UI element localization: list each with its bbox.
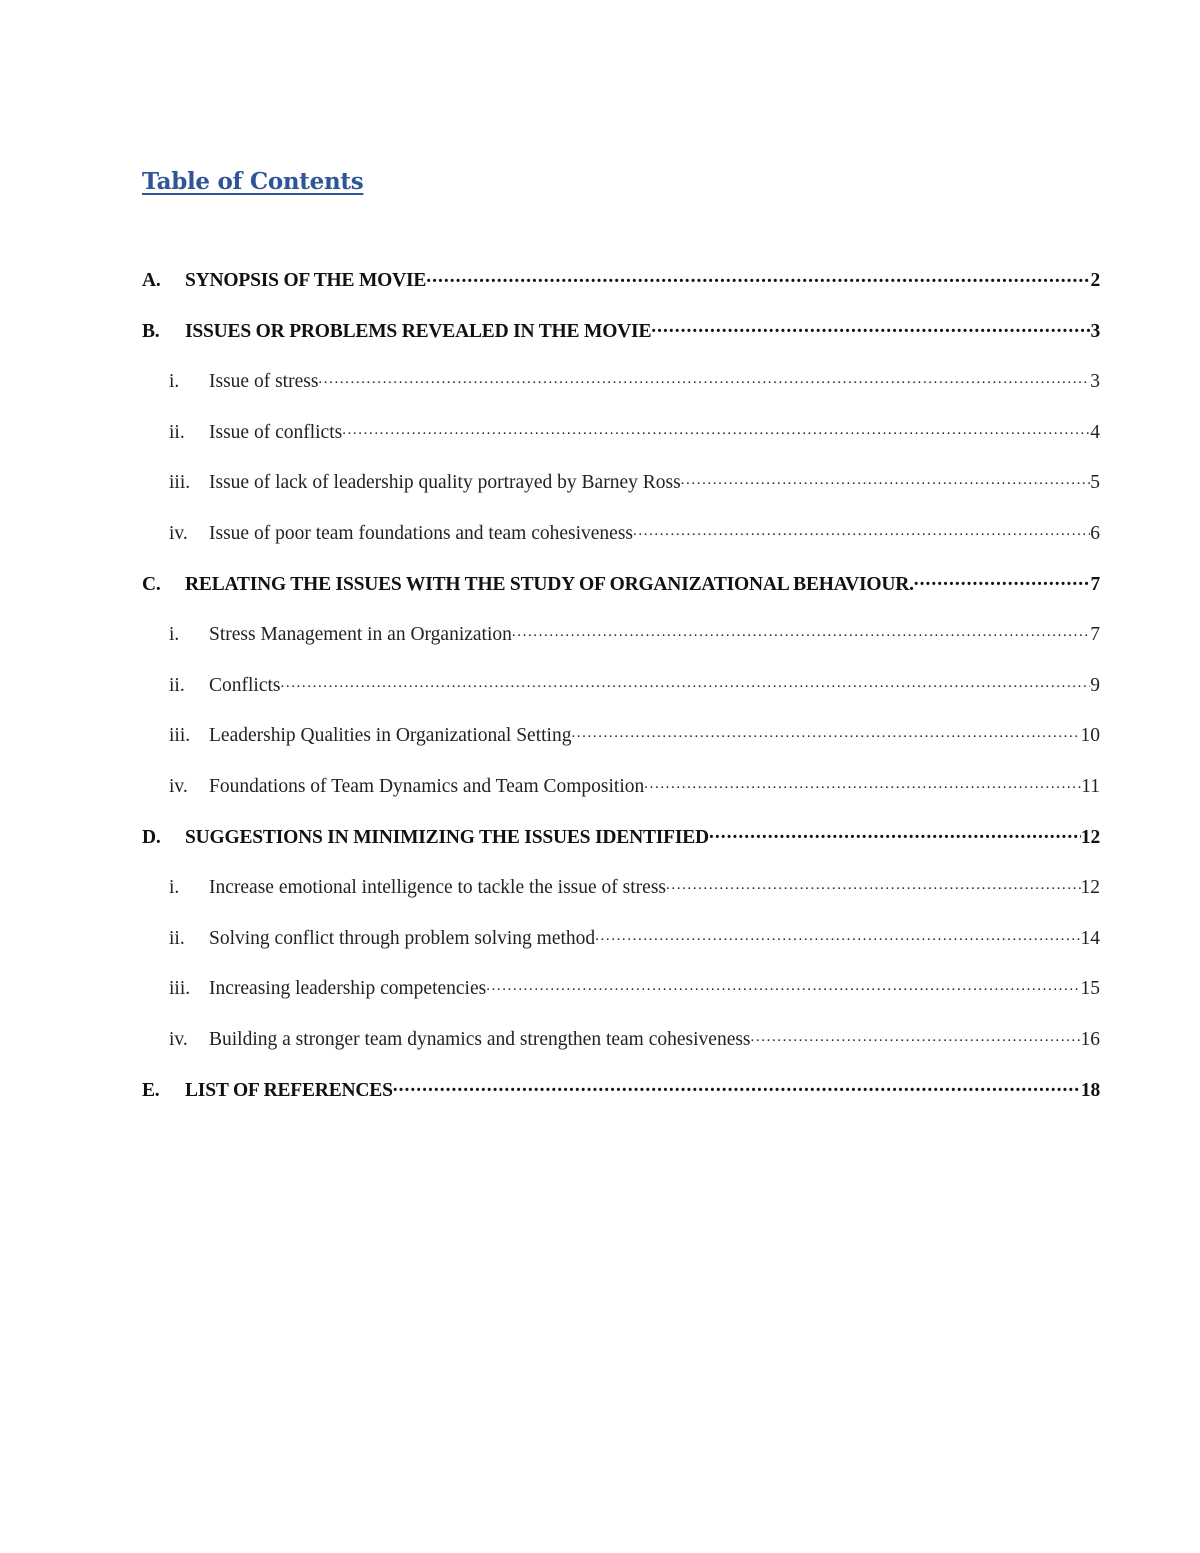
toc-subsection-entry[interactable]: [142, 667, 1100, 718]
toc-section-entry[interactable]: [142, 262, 1100, 313]
toc-entry-title: Stress Management in an Organization: [209, 624, 512, 646]
toc-subsection-entry[interactable]: [142, 970, 1100, 1021]
toc-entry-number: ii.: [169, 421, 185, 443]
toc-subsection-entry[interactable]: [142, 464, 1100, 515]
toc-entry-title: Issue of lack of leadership quality portrayed by Barney Ross: [209, 472, 681, 494]
toc-dot-leader: [318, 368, 1090, 388]
toc-entry-number: ii.: [169, 674, 185, 696]
toc-page-number: 7: [1090, 624, 1100, 646]
toc-entry-number: i.: [169, 371, 180, 393]
toc-entry-title: Increase emotional intelligence to tackle the issue of stress: [209, 877, 667, 899]
toc-dot-leader: [709, 823, 1081, 843]
toc-entry-number: A.: [142, 270, 161, 291]
toc-page-number: 10: [1080, 725, 1100, 747]
toc-dot-leader: [571, 722, 1080, 742]
toc-dot-leader: [914, 570, 1091, 590]
toc-entry-number: D.: [142, 826, 161, 848]
toc-entry-title: Solving conflict through problem solving method: [209, 927, 596, 949]
toc-page-number: 9: [1090, 674, 1100, 696]
toc-page-number: 3: [1090, 371, 1100, 393]
toc-section-entry[interactable]: [142, 1072, 1100, 1123]
toc-dot-leader: [681, 469, 1091, 489]
toc-page-number: 5: [1090, 472, 1100, 494]
toc-dot-leader: [486, 975, 1080, 995]
toc-page-number: 12: [1080, 826, 1100, 848]
toc-dot-leader: [666, 874, 1080, 894]
toc-entry-title: Issue of stress: [209, 371, 319, 393]
toc-entry-title: LIST OF REFERENCES: [185, 1079, 393, 1101]
toc-page-number: 14: [1080, 927, 1100, 949]
toc-dot-leader: [512, 621, 1090, 641]
toc-subsection-entry[interactable]: [142, 717, 1100, 768]
toc-entry-title: RELATING THE ISSUES WITH THE STUDY OF ORGANIZATIONAL BEHAVIOUR.: [185, 573, 914, 595]
toc-entry-number: iii.: [169, 978, 191, 1000]
toc-page-number: 4: [1090, 421, 1100, 443]
toc-dot-leader: [426, 267, 1090, 287]
toc-entry-title: Issue of conflicts: [209, 421, 343, 443]
toc-entry-title: Leadership Qualities in Organizational Setting: [209, 725, 572, 747]
toc-subsection-entry[interactable]: [142, 869, 1100, 920]
toc-dot-leader: [393, 1076, 1081, 1096]
toc-page-number: 2: [1090, 270, 1100, 291]
toc-list: [142, 262, 1100, 1122]
toc-entry-number: E.: [142, 1079, 160, 1101]
toc-entry-number: iv.: [169, 1028, 188, 1050]
toc-dot-leader: [651, 317, 1090, 337]
toc-page-number: 11: [1081, 775, 1100, 797]
toc-entry-number: iii.: [169, 472, 191, 494]
toc-subsection-entry[interactable]: [142, 414, 1100, 465]
toc-entry-number: i.: [169, 624, 180, 646]
toc-entry-title: ISSUES OR PROBLEMS REVEALED IN THE MOVIE: [185, 320, 652, 342]
toc-dot-leader: [342, 418, 1090, 438]
toc-subsection-entry[interactable]: [142, 515, 1100, 566]
toc-dot-leader: [281, 671, 1091, 691]
toc-entry-title: Building a stronger team dynamics and strengthen team cohesiveness: [209, 1028, 751, 1050]
toc-subsection-entry[interactable]: [142, 616, 1100, 667]
toc-page-number: 7: [1090, 573, 1100, 595]
toc-page-number: 6: [1090, 522, 1100, 544]
toc-entry-number: ii.: [169, 927, 185, 949]
toc-title: Table of Contents: [142, 168, 364, 195]
toc-page-number: 3: [1090, 320, 1100, 342]
toc-subsection-entry[interactable]: [142, 363, 1100, 414]
toc-dot-leader: [644, 772, 1081, 792]
toc-entry-title: Conflicts: [209, 674, 281, 696]
toc-section-entry[interactable]: [142, 819, 1100, 870]
toc-entry-number: i.: [169, 877, 180, 899]
toc-entry-title: SUGGESTIONS IN MINIMIZING THE ISSUES IDENTIFIED: [185, 826, 709, 848]
toc-page-number: 16: [1080, 1028, 1100, 1050]
toc-entry-number: iv.: [169, 522, 188, 544]
toc-dot-leader: [633, 519, 1090, 539]
toc-page-number: 18: [1080, 1079, 1100, 1101]
toc-entry-number: B.: [142, 320, 160, 342]
toc-entry-title: Issue of poor team foundations and team cohesiveness: [209, 522, 634, 544]
toc-page-number: 15: [1080, 978, 1100, 1000]
toc-entry-number: iv.: [169, 775, 188, 797]
toc-dot-leader: [595, 924, 1080, 944]
toc-entry-title: Increasing leadership competencies: [209, 978, 487, 1000]
toc-section-entry[interactable]: [142, 313, 1100, 364]
toc-entry-title: SYNOPSIS OF THE MOVIE: [185, 270, 427, 291]
toc-dot-leader: [751, 1025, 1081, 1045]
toc-section-entry[interactable]: [142, 566, 1100, 617]
toc-page-number: 12: [1080, 877, 1100, 899]
toc-entry-title: Foundations of Team Dynamics and Team Composition: [209, 775, 645, 797]
toc-entry-number: iii.: [169, 725, 191, 747]
toc-subsection-entry[interactable]: [142, 920, 1100, 971]
toc-subsection-entry[interactable]: [142, 1021, 1100, 1072]
toc-subsection-entry[interactable]: [142, 768, 1100, 819]
toc-entry-number: C.: [142, 573, 161, 595]
